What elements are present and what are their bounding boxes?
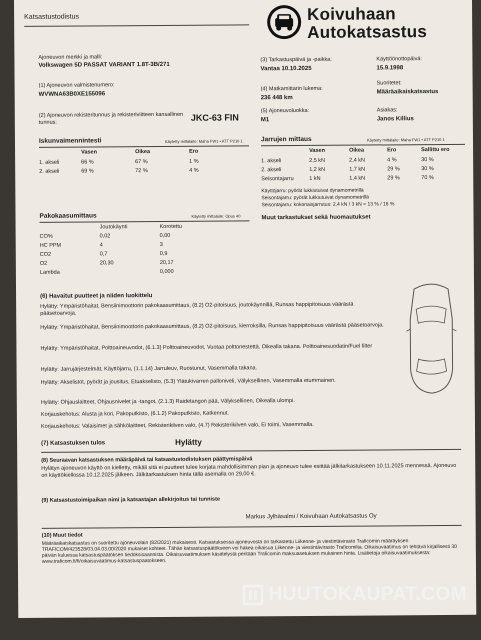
table-cell: 3 xyxy=(159,241,163,248)
emissions-header: Korotettu xyxy=(159,223,182,230)
table-cell: 0,7 xyxy=(99,251,108,258)
vin-value: WVWNA63B0XE155096 xyxy=(38,91,106,98)
divider xyxy=(40,220,250,222)
table-cell: 4 xyxy=(99,242,103,249)
result-label: (7) Katsastuksen tulos xyxy=(41,440,106,447)
alignment-header: Oikea xyxy=(135,149,151,156)
more-info-text: Määräaikaiskatsastus on suoritettu ajoneuvolain (82/2021) mukaisesti. Katsastuksessa ajoneuvosta on tarkastettu Liikenne- ja viestintävirasto Traficomin määräyksen TRAFICOM/423528/03.04.03.00/2020 mukaiset kohteet. Tähän katsastuspäätökseen voi hakea oikaisua Liikenne- ja viestintävirasto Traficomilta. Oikaisuvaatimus on tehtävä kirjallisesti 30 päivän kuluessa katsastuspäätöksen tiedoksisaannista. Oikaisuvaatimuksen käsittelystä peritään Traficomin maksuasetuksen mukainen hinta. Lisätietoja oikaisuvaatimuksesta: www.traficom.fi/fi/oikaisuvaatimus-katsastuspaatokseen. xyxy=(41,538,457,565)
table-cell: 1. akseli xyxy=(39,159,60,166)
next-text: Hylätyn ajoneuvon käyttö on kielletty, mikäli sitä ei puutteet tulee korjata mahdollisimman pian ja ajoneuvo tulee esittää jälkitarkastukseen 10.11.2025 mennessä. Ajoneuvo on käyttökiellossa 10.12.2025 jälkeen. Jälkitarkastuksen hinta tällä asemalla on 29,00 €. xyxy=(41,462,457,479)
table-cell: 1 % xyxy=(189,158,199,165)
emissions-header-row xyxy=(40,224,220,232)
other-notes-title: Muut tarkastukset sekä huomautukset xyxy=(261,214,371,222)
table-cell: 0,00 xyxy=(159,232,171,239)
car-logo-icon xyxy=(266,4,302,40)
table-cell: 72 % xyxy=(135,168,148,175)
divider xyxy=(261,144,465,146)
emissions-row xyxy=(40,269,220,277)
brakes-header: Vasen xyxy=(309,147,325,154)
odometer-label: (4) Matkamittarin lukema: xyxy=(260,85,323,93)
table-cell: 20,17 xyxy=(159,259,174,266)
emissions-meter: Käytetty mittalaite: Opus 40 xyxy=(191,213,241,219)
performed-label: Suoritetet: xyxy=(376,80,402,87)
defect-item: Hylätty: Ympäristöhaitat, Bensiinimoottorin pakokaasumittaus, (8.2) O2-pitoisuus, kierroksilla, Runsas happipitoisuus väärästä pääsetoarvoja. xyxy=(40,322,384,331)
divider xyxy=(42,525,462,529)
table-cell xyxy=(100,269,160,276)
make-value: Volkswagen 5D PASSAT VARIANT 1.8T-3B/271 xyxy=(38,61,170,69)
performed-value: Määräaikaiskatsastus xyxy=(376,89,439,96)
alignment-row xyxy=(39,168,229,176)
signature-label: (9) Katsastustoimipaikan nimi ja katsastajan allekirjoitus tai tunniste xyxy=(41,496,221,504)
divider xyxy=(39,145,249,147)
divider xyxy=(41,449,461,453)
brakes-header: Ero xyxy=(387,147,397,154)
watermark-text: HUUTOKAUPAT.COM xyxy=(268,584,467,605)
brakes-row xyxy=(261,157,465,165)
table-cell: 4 % xyxy=(189,167,199,174)
customer-label: Asiakas: xyxy=(376,107,398,114)
table-cell: CO% xyxy=(39,233,53,240)
vin-label: (1) Ajoneuvon valmistenumero: xyxy=(38,82,115,89)
defect-item: Hylätty: Ohjauslaitteet, Ohjausnivelet ja -tangot, (2.1.3) Raidetangon pää, Välyksellinen, Oikealla ulompi. xyxy=(40,398,295,406)
table-cell: 2. akseli xyxy=(39,168,60,175)
table-cell: 1 kN xyxy=(309,175,321,182)
table-cell: 30 % xyxy=(421,166,434,173)
watermark xyxy=(242,584,467,606)
alignment-header: Vasen xyxy=(81,149,97,156)
table-cell: 30 % xyxy=(421,157,434,164)
table-cell: 2,4 kN xyxy=(349,157,366,164)
odometer-value: 236 448 km xyxy=(260,95,293,102)
reg-label: (2) Ajoneuvon rekisteritunnus ja rekisteriviitteen kansallinen tunnus: xyxy=(38,111,184,126)
date-value: Vantaa 10.10.2025 xyxy=(260,65,312,73)
table-cell: 1,4 kN xyxy=(349,175,366,182)
car-diagram-icon xyxy=(396,279,467,399)
defect-item: Hylätty: Akselistot, pyörät ja jousitus, Etuakselisto, (5.3) Ylätukivarren palloniveli, Välyksellinen, Vasemmalla etummainen. xyxy=(40,377,336,386)
alignment-title: Iskunvaimennintesti xyxy=(38,137,102,145)
next-title: (8) Seuraavan katsastuksen määräpäivä tai katsastustodistuksen päättymispäivä xyxy=(41,456,253,464)
table-cell: HC PPM xyxy=(39,242,62,249)
brakes-header: Oikea xyxy=(349,147,365,154)
hammer-logo-icon xyxy=(242,584,264,606)
table-cell: 2. akseli xyxy=(261,167,282,174)
table-cell: 0,9 xyxy=(159,250,168,257)
table-cell: 67 % xyxy=(135,159,148,166)
brakes-note: Seisontajarru: kokonaisjarrutus: 2,4 kN / 3 kN = 13 % / 16 % xyxy=(261,201,395,209)
signature-value: Markus Jylhäsalmi / Koivuhaan Autokatsastus Oy xyxy=(245,513,377,521)
table-cell: 29 % xyxy=(387,166,400,173)
table-cell: 1,2 kN xyxy=(309,166,326,173)
brand-name-line2: Autokatsastus xyxy=(307,22,428,42)
emissions-title: Pakokaasumittaus xyxy=(39,212,97,220)
defect-item: Hylätty: Ympäristöhaitat, Bensiinimoottorin pakokaasumittaus, (8.2) O2-pitoisuus, joutokäynnillä, Runsas happipitoisuus väärästä pääsetoarvoja. xyxy=(40,301,354,317)
brakes-header-row xyxy=(261,147,465,155)
inspection-certificate xyxy=(14,0,476,618)
defects-title: (6) Havaitut puutteet ja niiden luokittelu xyxy=(40,293,153,300)
table-cell: 69 % xyxy=(81,168,94,175)
table-cell: 4 % xyxy=(387,157,397,164)
alignment-meter: Käytetty mittalaite: Maha FW1 • ATT P210 1 xyxy=(164,138,243,144)
brakes-header xyxy=(261,148,309,155)
defect-item: Korjauskehotus: Alusta ja kori, Pakoputkisto, (6.1.2) Pakoputkisto, Katkennut. xyxy=(40,410,229,418)
table-cell: CO2 xyxy=(39,251,52,258)
table-cell: 0,02 xyxy=(99,233,111,240)
brand-name-line1: Koivuhaan xyxy=(307,4,396,24)
table-cell: Lambda xyxy=(39,269,60,276)
emissions-row xyxy=(40,233,220,241)
first-use-label: Käyttöönottopäivä: xyxy=(376,56,423,63)
alignment-header xyxy=(39,150,81,157)
table-cell: 1. akseli xyxy=(261,158,282,165)
date-label: (3) Tarkastuspäivä ja -paikka: xyxy=(260,56,332,64)
divider xyxy=(24,24,249,27)
customer-value: Janos Killius xyxy=(376,116,414,123)
alignment-row xyxy=(39,159,229,167)
brakes-title: Jarrujen mittaus xyxy=(260,135,312,144)
class-value: M1 xyxy=(260,117,270,124)
table-cell: 70 % xyxy=(421,175,434,182)
brakes-header: Sallittu ero xyxy=(421,146,450,154)
table-cell: 20,30 xyxy=(99,260,114,267)
class-label: (5) Ajoneuvoluokka: xyxy=(260,107,310,115)
brakes-note: Seisontajarru: pyörät lukkiutuivat dynamometrillä xyxy=(261,194,369,202)
brakes-note: Käyttöjarru: pyörät lukkiutuivat dynamometrillä xyxy=(261,187,364,195)
table-cell: 29 % xyxy=(387,175,400,182)
table-cell: 66 % xyxy=(81,159,94,166)
emissions-row xyxy=(40,251,220,259)
emissions-header: Joutokäynti xyxy=(99,224,128,231)
table-cell: 0,000 xyxy=(159,268,174,275)
table-cell: 1,7 kN xyxy=(349,166,366,173)
table-cell: O2 xyxy=(39,260,48,267)
emissions-row xyxy=(40,242,220,250)
emissions-row xyxy=(40,260,220,268)
first-use-value: 15.9.1998 xyxy=(376,65,404,72)
more-info-title: (10) Muut tiedot xyxy=(41,532,83,539)
table-cell: Seisontajarru xyxy=(261,176,294,183)
brakes-row xyxy=(261,175,465,183)
table-cell: 2,5 kN xyxy=(309,157,326,164)
defect-item: Hylätty: Ympäristöhaitat, Polttoaineuvodot, (6.1.3) Polttoaineuvodot, Vuotaa polttonestettä, Oikealla takana. Polttoainesuodatin/Fuel filter xyxy=(40,343,373,352)
emissions-header xyxy=(40,224,100,231)
result-value: Hylätty xyxy=(175,437,202,447)
make-label: Ajoneuvon merkki ja malli: xyxy=(38,54,103,61)
reg-value: JKC-63 FIN xyxy=(190,112,239,123)
brakes-row xyxy=(261,166,465,174)
defect-item: Hylätty: Jarrujärjestelmät, Käyttöjarru, (1.1.14) Jarruleuv, Ruostunut, Vasemmalla takana. xyxy=(40,365,258,373)
alignment-header: Ero xyxy=(189,148,199,155)
defect-item: Korjauskehotus: Valaisimet ja sähkölaitteet, Rekisterikilven valo, (4.7) Rekisterikilven valo, Ei toimi, Vasemmalla. xyxy=(40,421,314,430)
document-title: Katsastustodistus xyxy=(24,13,80,21)
brakes-meter: Käytetty mittalaite: Maha FW1 • ATT P210 1 xyxy=(366,136,445,143)
alignment-header-row xyxy=(39,149,229,157)
